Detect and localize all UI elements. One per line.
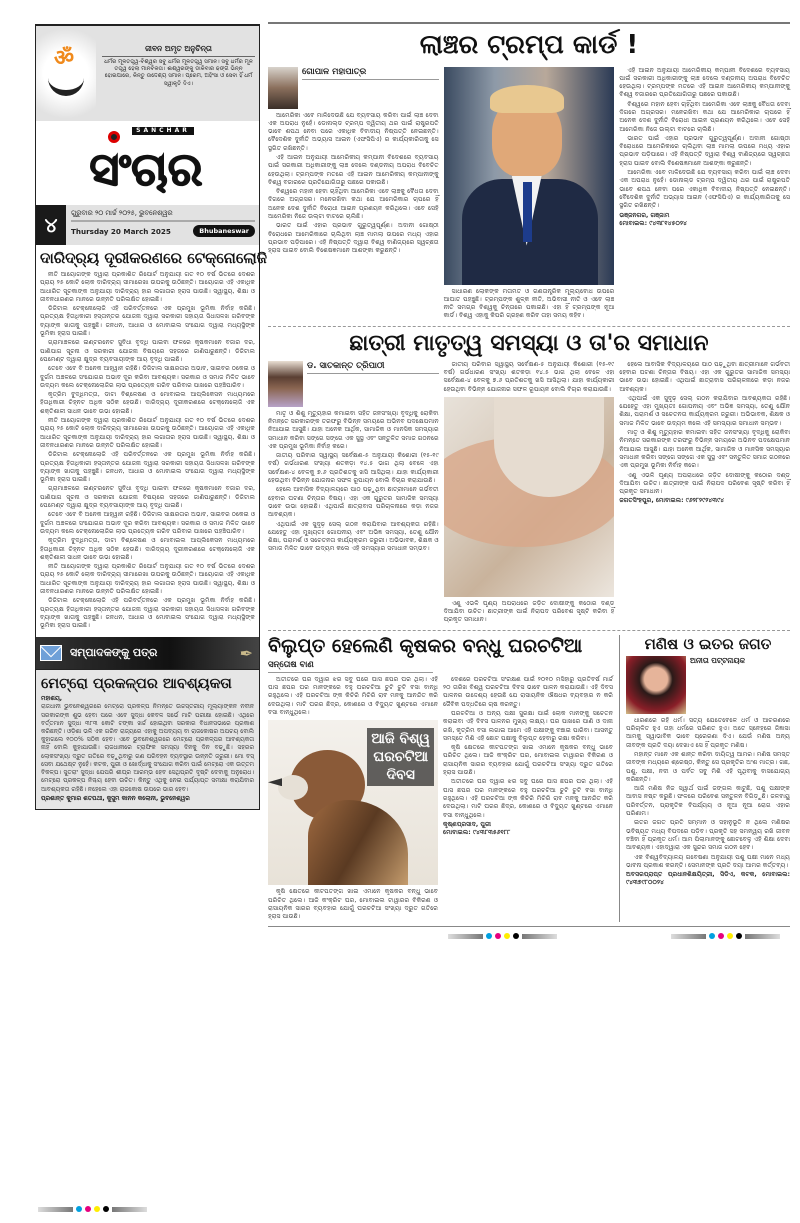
om-hands-icon: ॐ bbox=[36, 26, 96, 121]
caption-line: ଦିବସ bbox=[386, 767, 415, 784]
manisha-article bbox=[626, 635, 790, 888]
right-area bbox=[268, 22, 790, 944]
left-article bbox=[36, 245, 268, 637]
date-english: Thursday 20 March 2025 bbox=[71, 226, 171, 236]
paragraph: ଭାରତ ପାଇଁ ଏହାର ପ୍ରଭାବ ଗୁରୁତ୍ୱପୂର୍ଣ୍ଣ। ଅଦାନୀ ଗୋଷ୍ଠୀ ବିରୋଧରେ ଆମେରିକାରେ ଚାଲିଥିବା ଲାଞ୍ଚ ମାମଲା ଉପରେ ମଧ୍ୟ ଏହାର ପ୍ରଭାବ ପଡ଼ିପାରେ। ଏହି ନିଷ୍ପତ୍ତି ଦ୍ୱାରା ବିଶ୍ୱ ବାଣିଜ୍ୟରେ ସ୍ୱଚ୍ଛତା ହ୍ରାସ ପାଇବ ବୋଲି ବିଶେଷଜ୍ଞମାନେ ଆଶଙ୍କା କରୁଛନ୍ତି। bbox=[619, 134, 791, 167]
author-photo-gopal bbox=[268, 67, 298, 109]
paragraph: ଡିଜିଟାଲ ଟେକ୍ନୋଲୋଜି ଏହି ପରିବର୍ତ୍ତନରେ ଏକ ପ୍ରମୁଖ ଭୂମିକା ନିର୍ବାହ କରିଛି। ପ୍ରତ୍ୟକ୍ଷ ହିତାଧିକାରୀ ହସ୍ତାନ୍ତର ଯୋଜନା ଦ୍ୱାରା ସରକାରୀ ସହାୟତା ସିଧାସଳଖ ଗରିବଙ୍କ ବ୍ୟାଙ୍କ ଖାତାକୁ ପହଞ୍ଚୁଛି। ଜନଧନ, ଆଧାର ଓ ମୋବାଇଲ ସଂଯୋଗ ଦ୍ୱାରା ମଧ୍ୟସ୍ଥିଙ୍କ ଭୂମିକା ହ୍ରାସ ପାଇଛି। bbox=[40, 451, 255, 484]
registration-marks-center bbox=[448, 932, 557, 940]
paragraph: ଜାତୀୟ ପରିବାର ସ୍ୱାସ୍ଥ୍ୟ ସର୍ବେକ୍ଷଣ-୫ ଅନୁଯାୟୀ କିଶୋରୀ (୧୫-୧୯ ବର୍ଷ) ଗର୍ଭଧାରଣ ସଂଖ୍ୟା ଶତକଡ଼ା ୧୪.୫ ଭାଗ ଥିଲା ବେଳେ ଏହା ସର୍ବେକ୍ଷଣ-୪ ବେଳକୁ ୭.୬ ପ୍ରତିଶତକୁ ଖସି ଆସିଥିଲା। ଯାହା କାର୍ଯ୍ୟକାରୀ ହେଉଥିବା ବିଭିନ୍ନ ଯୋଜନାର ସଫଳ ରୂପାୟନ ବୋଲି ବିଚାର କରାଯାଉଛି। bbox=[268, 452, 439, 485]
quill-pen-icon: ✒ bbox=[239, 643, 253, 663]
paragraph: ତେବେ ଏବେ ବି ଅନେକ ଆହ୍ୱାନ ରହିଛି। ଡିଜିଟାଲ ସାକ୍ଷରତାର ଅଭାବ, ସାଇବର ଠକେଇ ଓ ଦୁର୍ଗମ ଅଞ୍ଚଳରେ ସଂଯୋଗର ଅଭାବ ଦୂର କରିବା ଆବଶ୍ୟକ। ସରକାର ଓ ସମାଜ ମିଳିତ ଭାବେ ଉଦ୍ୟମ କଲେ ଟେକ୍ନୋଲୋଜିର ଲାଭ ପ୍ରତ୍ୟେକ ଗରିବ ପରିବାର ପାଖରେ ପହଞ୍ଚିପାରିବ। bbox=[40, 511, 255, 535]
sparrow-author: ସନ୍ତୋଷ ବାଣ bbox=[268, 660, 433, 673]
paragraph: ଆମେରିକା ଏବେ ମାଳିଦେଉଛି ଯେ ବ୍ୟବସାୟ କରିବା ପାଇଁ ଲାଞ୍ଚ ଦେବା ଏକ ଅପରାଧ ନୁହେଁ। ଡୋନାଲ୍ଡ ଟ୍ରମ୍ପ ଦ୍ୱିତୀୟ ଥର ପାଇଁ ରାଷ୍ଟ୍ରପତି ଭାବେ ଶପଥ ନେବା ପରେ ଏକାଧିକ ବିବାଦୀୟ ନିଷ୍ପତ୍ତି ନେଇଛନ୍ତି। ବୈଦେଶିକ ଦୁର୍ନୀତି ଅଭ୍ୟାସ ଆଇନ (ଏଫସିପିଏ) ର କାର୍ଯ୍ୟକାରିତାକୁ ସେ ସ୍ଥଗିତ ରଖିଛନ୍ତି। bbox=[619, 169, 791, 210]
left-article-headline: ଦାରିଦ୍ର୍ୟ ଦୂରୀକରଣରେ ଟେକ୍ନୋଲୋଜି bbox=[40, 249, 268, 267]
pregnancy-photo bbox=[444, 397, 615, 597]
paragraph: ନୀତି ଆୟୋଗଙ୍କ ଦ୍ୱାରା ପ୍ରକାଶିତ ରିପୋର୍ଟ ଅନୁଯାୟୀ ଗତ ୧୦ ବର୍ଷ ଭିତରେ ଦେଶର ପ୍ରାୟ ୨୫ କୋଟି ଲୋକ ଦାରିଦ୍ର୍ୟ ସୀମାରେଖା ଉପରକୁ ଉଠିଛନ୍ତି। ଆୟୋଗର ଏହି ଏକାଧିକ ଆଧାରିତ ସୂଚକାଙ୍କ ଅନୁଯାୟୀ ଦାରିଦ୍ର୍ୟ ହାର ଲଗାତାର ହ୍ରାସ ପାଉଛି। ସ୍ୱାସ୍ଥ୍ୟ, ଶିକ୍ଷା ଓ ଜୀବନଧାରଣର ମାନରେ ଉନ୍ନତି ପରିଲକ୍ଷିତ ହୋଇଛି। bbox=[40, 271, 255, 303]
bottom-row bbox=[268, 635, 790, 923]
paragraph: ବିଶ୍ୱରେ ମହାନ ହେବା ଚାହିଁଥିବା ଆମେରିକା ଏବେ ଲାଞ୍ଚକୁ ବୈଧତା ଦେବା ଦିଗରେ ଅଗ୍ରସର। ମନେରଖିବା କଥା ଯେ ଆମେରିକାର ଚାପରେ ହିଁ ଅନେକ ଦେଶ ଦୁର୍ନୀତି ବିରୋଧୀ ଆଇନ ପ୍ରଣୟନ କରିଥିଲେ। ଏବେ ସେହି ଆମେରିକା ନିଜେ ଉଲ୍ଟା ବାଟରେ ଚାଲିଛି। bbox=[619, 100, 791, 133]
registration-marks-left bbox=[38, 1205, 147, 1213]
paragraph: ଏକ ବିଶ୍ୱବିଦ୍ୟାଳୟ ଗବେଷଣା ଅନୁଯାୟୀ ପଶୁ ପକ୍ଷୀ ମାନେ ମଧ୍ୟ ଭାବନା ପ୍ରକାଶ କରନ୍ତି। ସେମାନଙ୍କ ପ୍ରତି ଦୟା ଆମର କର୍ତ୍ତବ୍ୟ। bbox=[626, 853, 790, 869]
caption-line: ଆଜି ବିଶ୍ୱ bbox=[371, 731, 430, 748]
paragraph: କୃଷି କ୍ଷେତରେ କୀଟପତଙ୍ଗ ଖାଇ ଏମାନେ କୃଷକର ବନ୍ଧୁ ଭାବେ ପରିଚିତ ଥିଲେ। ଆଜି କଂକ୍ରିଟ ଘର, ମୋବାଇଲ ଟାୱାରର ବିକିରଣ ଓ ରାସାୟନିକ ସାରର ବ୍ୟବହାର ଯୋଗୁଁ ଘରଚଟିଆ ସଂଖ୍ୟା ଦ୍ରୁତ ଗତିରେ ହ୍ରାସ ପାଉଛି। bbox=[268, 888, 438, 921]
paragraph: ବିଶ୍ୱରେ ମହାନ ହେବା ଚାହିଁଥିବା ଆମେରିକା ଏବେ ଲାଞ୍ଚକୁ ବୈଧତା ଦେବା ଦିଗରେ ଅଗ୍ରସର। ମନେରଖିବା କଥା ଯେ ଆମେରିକାର ଚାପରେ ହିଁ ଅନେକ ଦେଶ ଦୁର୍ନୀତି ବିରୋଧୀ ଆଇନ ପ୍ରଣୟନ କରିଥିଲେ। ଏବେ ସେହି ଆମେରିକା ନିଜେ ଉଲ୍ଟା ବାଟରେ ଚାଲିଛି। bbox=[268, 188, 439, 221]
trump-photo bbox=[444, 67, 615, 285]
paragraph: ହେଲେ ଆବାସିକ ବିଦ୍ୟାଳୟରେ ପାଠ ପଢ଼ୁଥିବା ଛାତ୍ରୀମାନେ ଗର୍ଭବତୀ ହେବାର ଘଟଣା ଚିନ୍ତାର ବିଷୟ। ଏହା ଏକ ଗୁରୁତର ସାମାଜିକ ସମସ୍ୟା ଭାବେ ଉଭା ହୋଇଛି। ଏଥିପାଇଁ ଛାତ୍ରାବାସ ପରିଚାଳନାରେ କଡ଼ା ନଜର ଆବଶ୍ୟକ। bbox=[268, 486, 439, 519]
manisha-author: ଅନୀତା ପଟ୍ଟନାୟକ bbox=[690, 655, 746, 665]
motherhood-article bbox=[268, 361, 790, 626]
paragraph: ଗ୍ରାମାଞ୍ଚଳରେ ଇଣ୍ଟରନେଟ ସୁବିଧା ବୃଦ୍ଧି ପାଇବା ଫଳରେ କୃଷକମାନେ ବଜାର ଦର, ପାଣିପାଗ ସୂଚନା ଓ ସରକାରୀ ଯୋଜନା ବିଷୟରେ ସହଜରେ ଜାଣିପାରୁଛନ୍ତି। ଡିଜିଟାଲ ପେମେଣ୍ଟ ଦ୍ୱାରା କ୍ଷୁଦ୍ର ବ୍ୟବସାୟୀଙ୍କ ଆୟ ବୃଦ୍ଧି ପାଇଛି। bbox=[40, 485, 255, 510]
trump-headline: ଲାଞ୍ଚର ଟ୍ରମ୍ପ କାର୍ଡ ! bbox=[419, 29, 639, 60]
trump-article bbox=[268, 67, 790, 322]
page-number: ୪ bbox=[36, 205, 66, 245]
left-column bbox=[35, 24, 268, 810]
manisha-headline: ମଣିଷ ଓ ଇତର ଜଗତ bbox=[644, 634, 772, 653]
logo-english: SANCHAR bbox=[132, 127, 194, 135]
paragraph: ମାତୃ ଓ ଶିଶୁ ମୃତ୍ୟୁହାର କମାଇବା ସହିତ ଜନସଂଖ୍ୟା ବୃଦ୍ଧିକୁ ରୋକିବା ନିମନ୍ତେ ସରକାରଙ୍କ ତରଫରୁ ବିଭିନ୍ନ ସମୟରେ ଅଭିନବ ପଦକ୍ଷେପମାନ ନିଆଯାଇ ଆସୁଛି। ଯାହା ଅନେକ ଆର୍ଥିକ, ସାମାଜିକ ଓ ମାନସିକ ସମସ୍ୟାର ସମାଧାନ କରିବା ସଙ୍ଗେ ସଙ୍ଗେ ଏକ ସୁସ୍ଥ ଏବଂ ସନ୍ତୁଳିତ ସମାଜ ଗଠନରେ ଏକ ପ୍ରମୁଖ ଭୂମିକା ନିର୍ବାହ କରେ। bbox=[268, 409, 439, 450]
thought-title: ଜୀବନ ଅମୃତ ଅନୁଚିନ୍ତା bbox=[102, 44, 255, 57]
trump-mobile: ମୋବାଇଲ: ୯୪୩୮୧୪୫୦୨୪ bbox=[619, 219, 687, 227]
city-badge: Bhubaneswar bbox=[193, 225, 255, 237]
paragraph: ଧାରଣରେ ରହି ଧର୍ମ। ସତ୍ୟ ଯେତେବେଳେ ଧର୍ମ ଓ ଆଚରଣରେ ପରିଚାଳିତ ହୁଏ ତାହା ଧର୍ମରେ ପରିଣତ ହୁଏ। ଅତେ ସ୍ନେହରେ ଜିଜ୍ଞାସା ଆମକୁ ସ୍ୱାଭାବିକ ଭାବେ ପ୍ରେରଣା ଦିଏ। ଯେଉଁ ମଣିଷ ଅନ୍ୟ ଜୀବଙ୍କ ପ୍ରତି ଦୟା ଦେଖାଏ ସେ ହିଁ ପ୍ରକୃତ ମଣିଷ। bbox=[626, 716, 790, 749]
paragraph: ଆମେରିକା ଏବେ ମାଳିଦେଉଛି ଯେ ବ୍ୟବସାୟ କରିବା ପାଇଁ ଲାଞ୍ଚ ଦେବା ଏକ ଅପରାଧ ନୁହେଁ। ଡୋନାଲ୍ଡ ଟ୍ରମ୍ପ ଦ୍ୱିତୀୟ ଥର ପାଇଁ ରାଷ୍ଟ୍ରପତି ଭାବେ ଶପଥ ନେବା ପରେ ଏକାଧିକ ବିବାଦୀୟ ନିଷ୍ପତ୍ତି ନେଇଛନ୍ତି। ବୈଦେଶିକ ଦୁର୍ନୀତି ଅଭ୍ୟାସ ଆଇନ (ଏଫସିପିଏ) ର କାର୍ଯ୍ୟକାରିତାକୁ ସେ ସ୍ଥଗିତ ରଖିଛନ୍ତି। bbox=[268, 111, 439, 152]
sparrow-photo bbox=[268, 720, 438, 885]
letters-header bbox=[36, 637, 259, 669]
envelope-icon bbox=[40, 645, 62, 661]
paragraph: ଗ୍ରାମାଞ୍ଚଳରେ ଇଣ୍ଟରନେଟ ସୁବିଧା ବୃଦ୍ଧି ପାଇବା ଫଳରେ କୃଷକମାନେ ବଜାର ଦର, ପାଣିପାଗ ସୂଚନା ଓ ସରକାରୀ ଯୋଜନା ବିଷୟରେ ସହଜରେ ଜାଣିପାରୁଛନ୍ତି। ଡିଜିଟାଲ ପେମେଣ୍ଟ ଦ୍ୱାରା କ୍ଷୁଦ୍ର ବ୍ୟବସାୟୀଙ୍କ ଆୟ ବୃଦ୍ଧି ପାଇଛି। bbox=[40, 339, 255, 363]
paragraph: ହେଲେ ଆବାସିକ ବିଦ୍ୟାଳୟରେ ପାଠ ପଢ଼ୁଥିବା ଛାତ୍ରୀମାନେ ଗର୍ଭବତୀ ହେବାର ଘଟଣା ଚିନ୍ତାର ବିଷୟ। ଏହା ଏକ ଗୁରୁତର ସାମାଜିକ ସମସ୍ୟା ଭାବେ ଉଭା ହୋଇଛି। ଏଥିପାଇଁ ଛାତ୍ରାବାସ ପରିଚାଳନାରେ କଡ଼ା ନଜର ଆବଶ୍ୟକ। bbox=[619, 360, 791, 393]
paragraph: ଭାରତ ପାଇଁ ଏହାର ପ୍ରଭାବ ଗୁରୁତ୍ୱପୂର୍ଣ୍ଣ। ଅଦାନୀ ଗୋଷ୍ଠୀ ବିରୋଧରେ ଆମେରିକାରେ ଚାଲିଥିବା ଲାଞ୍ଚ ମାମଲା ଉପରେ ମଧ୍ୟ ଏହାର ପ୍ରଭାବ ପଡ଼ିପାରେ। ଏହି ନିଷ୍ପତ୍ତି ଦ୍ୱାରା ବିଶ୍ୱ ବାଣିଜ୍ୟରେ ସ୍ୱଚ୍ଛତା ହ୍ରାସ ପାଇବ ବୋଲି ବିଶେଷଜ୍ଞମାନେ ଆଶଙ୍କା କରୁଛନ୍ତି। bbox=[268, 222, 439, 255]
paragraph: ଏଥିପାଇଁ ଏକ ସୁଦୃଢ଼ ସେଲ୍ ଗଠନ କରାଯିବାର ଆବଶ୍ୟକତା ରହିଛି। ଯେହେତୁ ଏହା ମୁଖ୍ୟତଃ ଗୋପନୀୟ ଏବଂ ଅଭିଜ୍ଞ ସମସ୍ୟା, ତେଣୁ ଯୌନ ଶିକ୍ଷା, ପରାମର୍ଶ ଓ ସଚେତନତା କାର୍ଯ୍ୟକ୍ରମ ଜରୁରୀ। ଅଭିଭାବକ, ଶିକ୍ଷକ ଓ ସମାଜ ମିଳିତ ଭାବେ ଉଦ୍ୟମ କଲେ ଏହି ସମସ୍ୟାର ସମାଧାନ ସମ୍ଭବ। bbox=[268, 520, 439, 553]
letters-section-title: ସମ୍ପାଦକଙ୍କୁ ପତ୍ର bbox=[70, 646, 158, 660]
paragraph: ଅତୀତରେ ଘର ଦ୍ୱାର ଝର ସବୁ ଘରେ ଘାସ ଛପର ଘର ଥିଲା। ଏହି ଘାସ ଛପର ଘର ମାନଙ୍କରେ ବହୁ ଘରଚଟିଆ ଚୁଟି ଚୁଟି ବସା ବାନ୍ଧି ରହୁଥିଲେ। ଏହି ଘରଚଟିଆ ଙ୍କ କିଚିରି ମିଚିରି ରାବ ମନକୁ ଆନନ୍ଦିତ କରି ଦେଉଥିଲା। ମାଟି ଘରର ଛିଦ୍ର, କୋଣରେ ଓ ବିଦ୍ୟୁତ ଖୁଣ୍ଟରେ ଏମାନେ ବସା ବାନ୍ଧୁଥିଲେ। bbox=[443, 778, 613, 819]
paragraph: ମାତୃ ଓ ଶିଶୁ ମୃତ୍ୟୁହାର କମାଇବା ସହିତ ଜନସଂଖ୍ୟା ବୃଦ୍ଧିକୁ ରୋକିବା ନିମନ୍ତେ ସରକାରଙ୍କ ତରଫରୁ ବିଭିନ୍ନ ସମୟରେ ଅଭିନବ ପଦକ୍ଷେପମାନ ନିଆଯାଇ ଆସୁଛି। ଯାହା ଅନେକ ଆର୍ଥିକ, ସାମାଜିକ ଓ ମାନସିକ ସମସ୍ୟାର ସମାଧାନ କରିବା ସଙ୍ଗେ ସଙ୍ଗେ ଏକ ସୁସ୍ଥ ଏବଂ ସନ୍ତୁଳିତ ସମାଜ ଗଠନରେ ଏକ ପ୍ରମୁଖ ଭୂମିକା ନିର୍ବାହ କରେ। bbox=[619, 429, 791, 470]
sparrow-mobile: ମୋବାଇଲ: ୯୪୩୮୩୫୬୧୮୮ bbox=[443, 829, 511, 837]
paragraph: ଏଣୁ ଏଭଳି ଘୃଣ୍ୟ ଅପରାଧରେ ଜଡ଼ିତ ଦୋଷୀଙ୍କୁ କଠୋର ଦଣ୍ଡ ଦିଆଯିବା ଉଚିତ। ଛାତ୍ରୀଙ୍କ ପାଇଁ ନିରାପଦ ପରିବେଶ ସୃଷ୍ଟି କରିବା ହିଁ ପ୍ରକୃତ ସମାଧାନ। bbox=[443, 599, 615, 624]
paragraph: ଡିଜିଟାଲ ଟେକ୍ନୋଲୋଜି ଏହି ପରିବର୍ତ୍ତନରେ ଏକ ପ୍ରମୁଖ ଭୂମିକା ନିର୍ବାହ କରିଛି। ପ୍ରତ୍ୟକ୍ଷ ହିତାଧିକାରୀ ହସ୍ତାନ୍ତର ଯୋଜନା ଦ୍ୱାରା ସରକାରୀ ସହାୟତା ସିଧାସଳଖ ଗରିବଙ୍କ ବ୍ୟାଙ୍କ ଖାତାକୁ ପହଞ୍ଚୁଛି। ଜନଧନ, ଆଧାର ଓ ମୋବାଇଲ ସଂଯୋଗ ଦ୍ୱାରା ମଧ୍ୟସ୍ଥିଙ୍କ ଭୂମିକା ହ୍ରାସ ପାଇଛି। bbox=[40, 305, 255, 338]
paragraph: ଏଣୁ ଏଭଳି ଘୃଣ୍ୟ ଅପରାଧରେ ଜଡ଼ିତ ଦୋଷୀଙ୍କୁ କଠୋର ଦଣ୍ଡ ଦିଆଯିବା ଉଚିତ। ଛାତ୍ରୀଙ୍କ ପାଇଁ ନିରାପଦ ପରିବେଶ ସୃଷ୍ଟି କରିବା ହିଁ ପ୍ରକୃତ ସମାଧାନ। bbox=[619, 471, 791, 496]
motherhood-signoff: ଜଗତସିଂହପୁର, ମୋବାଇଲ: ୯୬୨୮୨୯୨୪୩୯୪ bbox=[619, 497, 725, 505]
paragraph: ଆଜି ମଣିଷ ନିଜ ସ୍ୱାର୍ଥ ପାଇଁ ଜଙ୍ଗଲ କାଟୁଛି, ପଶୁ ପକ୍ଷୀଙ୍କ ଆବାସ ନଷ୍ଟ କରୁଛି। ଫଳରେ ପରିବେଶ ସନ୍ତୁଳନ ବିଗିଡ଼ୁଛି। ଜଳବାୟୁ ପରିବର୍ତ୍ତନ, ପ୍ରାକୃତିକ ବିପର୍ଯ୍ୟୟ ଓ ନୂଆ ନୂଆ ରୋଗ ଏହାର ପରିଣାମ। bbox=[626, 785, 790, 818]
letters-signature: ପ୍ରଶାନ୍ତ କୁମାର ଶତପଥୀ, କୁସୁମ କାନନ କଲୋନୀ, ଭୁବନେଶ୍ୱର bbox=[41, 794, 190, 802]
paragraph: ଘରଚଟିଆ ଓ ଅନ୍ୟ ପକ୍ଷୀ ସୁରକ୍ଷା ପାଇଁ ଲୋକ ମାନଙ୍କୁ ସଚେତନ କରାଇବା ଏହି ଦିବସ ପାଳନର ମୁଖ୍ୟ ଲକ୍ଷ୍ୟ। ଘର ପାଖରେ ପାଣି ଓ ଦାନା ରଖି, କୃତ୍ରିମ ବସା ଲଗାଇ ଆମେ ଏହି ପକ୍ଷୀଙ୍କୁ ବଞ୍ଚାଇ ପାରିବା। ଆସନ୍ତୁ ସମସ୍ତେ ମିଶି ଏହି ଛୋଟ ପକ୍ଷୀକୁ ବିଲୁପ୍ତ ହେବାରୁ ରକ୍ଷା କରିବା। bbox=[443, 709, 613, 742]
paragraph: କୃତ୍ରିମ ବୁଦ୍ଧିମତ୍ତା, ଡାଟା ବିଶ୍ଳେଷଣ ଓ ମୋବାଇଲ ଆପ୍ଲିକେସନ ମାଧ୍ୟମରେ ହିତାଧିକାରୀ ଚିହ୍ନଟ ଅଧିକ ସଠିକ ହେଉଛି। ଦାରିଦ୍ର୍ୟ ଦୂରୀକରଣରେ ଟେକ୍ନୋଲୋଜି ଏକ ଶକ୍ତିଶାଳୀ ସାଧନ ଭାବେ ଉଭା ହୋଇଛି। bbox=[40, 537, 255, 561]
letters-salutation: ମହାଶୟ, bbox=[41, 695, 63, 703]
logo-odia: ସଂଚାର bbox=[89, 142, 203, 196]
sparrow-signoff: କୃଷ୍ଣପ୍ରସାଦ, ପୁରୀ bbox=[443, 820, 492, 828]
thought-box bbox=[36, 26, 259, 121]
paragraph: କୃତ୍ରିମ ବୁଦ୍ଧିମତ୍ତା, ଡାଟା ବିଶ୍ଳେଷଣ ଓ ମୋବାଇଲ ଆପ୍ଲିକେସନ ମାଧ୍ୟମରେ ହିତାଧିକାରୀ ଚିହ୍ନଟ ଅଧିକ ସଠିକ ହେଉଛି। ଦାରିଦ୍ର୍ୟ ଦୂରୀକରଣରେ ଟେକ୍ନୋଲୋଜି ଏକ ଶକ୍ତିଶାଳୀ ସାଧନ ଭାବେ ଉଭା ହୋଇଛି। bbox=[40, 391, 255, 415]
sparrow-caption bbox=[367, 728, 434, 786]
registration-marks-right bbox=[671, 932, 780, 940]
masthead-logo bbox=[36, 121, 259, 205]
paragraph: ଦେଶରେ ଘରଚଟିଆ ସଂରକ୍ଷଣ ପାଇଁ ୨୦୧୦ ମସିହାରୁ ପ୍ରତିବର୍ଷ ମାର୍ଚ୍ଚ ୨୦ ତାରିଖ ବିଶ୍ୱ ଘରଚଟିଆ ଦିବସ ଭାବେ ପାଳନ କରାଯାଉଛି। ଏହି ଦିବସ ପାଳନର ଉଦ୍ଦେଶ୍ୟ ହେଉଛି ଯେ ରାସାୟନିକ ଔଷଧର ବ୍ୟବହାର ନ କରି ଜୈବିକ ପଦ୍ଧତିରେ ଚାଷ କରନ୍ତୁ। bbox=[443, 675, 613, 708]
trump-author: ଗୋପାଳ ମହାପାତ୍ର bbox=[302, 67, 439, 80]
paragraph: ତେବେ ଏବେ ବି ଅନେକ ଆହ୍ୱାନ ରହିଛି। ଡିଜିଟାଲ ସାକ୍ଷରତାର ଅଭାବ, ସାଇବର ଠକେଇ ଓ ଦୁର୍ଗମ ଅଞ୍ଚଳରେ ସଂଯୋଗର ଅଭାବ ଦୂର କରିବା ଆବଶ୍ୟକ। ସରକାର ଓ ସମାଜ ମିଳିତ ଭାବେ ଉଦ୍ୟମ କଲେ ଟେକ୍ନୋଲୋଜିର ଲାଭ ପ୍ରତ୍ୟେକ ଗରିବ ପରିବାର ପାଖରେ ପହଞ୍ଚିପାରିବ। bbox=[40, 365, 255, 389]
paragraph: ଏଥିପାଇଁ ଏକ ସୁଦୃଢ଼ ସେଲ୍ ଗଠନ କରାଯିବାର ଆବଶ୍ୟକତା ରହିଛି। ଯେହେତୁ ଏହା ମୁଖ୍ୟତଃ ଗୋପନୀୟ ଏବଂ ଅଭିଜ୍ଞ ସମସ୍ୟା, ତେଣୁ ଯୌନ ଶିକ୍ଷା, ପରାମର୍ଶ ଓ ସଚେତନତା କାର୍ଯ୍ୟକ୍ରମ ଜରୁରୀ। ଅଭିଭାବକ, ଶିକ୍ଷକ ଓ ସମାଜ ମିଳିତ ଭାବେ ଉଦ୍ୟମ କଲେ ଏହି ସମସ୍ୟାର ସମାଧାନ ସମ୍ଭବ। bbox=[619, 394, 791, 427]
date-strip bbox=[36, 205, 259, 245]
trump-signoff: ଭଞ୍ଜନଗର, ଗଞ୍ଜାମ bbox=[619, 211, 670, 219]
letters-headline: ମେଟ୍ରୋ ପ୍ରକଳ୍ପର ଆବଶ୍ୟକତା bbox=[41, 676, 232, 693]
author-photo-anita bbox=[626, 656, 686, 714]
paragraph: ନୀତି ଆୟୋଗଙ୍କ ଦ୍ୱାରା ପ୍ରକାଶିତ ରିପୋର୍ଟ ଅନୁଯାୟୀ ଗତ ୧୦ ବର୍ଷ ଭିତରେ ଦେଶର ପ୍ରାୟ ୨୫ କୋଟି ଲୋକ ଦାରିଦ୍ର୍ୟ ସୀମାରେଖା ଉପରକୁ ଉଠିଛନ୍ତି। ଆୟୋଗର ଏହି ଏକାଧିକ ଆଧାରିତ ସୂଚକାଙ୍କ ଅନୁଯାୟୀ ଦାରିଦ୍ର୍ୟ ହାର ଲଗାତାର ହ୍ରାସ ପାଉଛି। ସ୍ୱାସ୍ଥ୍ୟ, ଶିକ୍ଷା ଓ ଜୀବନଧାରଣର ମାନରେ ଉନ୍ନତି ପରିଲକ୍ଷିତ ହୋଇଛି। bbox=[40, 417, 255, 449]
paragraph: କୃଷି କ୍ଷେତରେ କୀଟପତଙ୍ଗ ଖାଇ ଏମାନେ କୃଷକର ବନ୍ଧୁ ଭାବେ ପରିଚିତ ଥିଲେ। ଆଜି କଂକ୍ରିଟ ଘର, ମୋବାଇଲ ଟାୱାରର ବିକିରଣ ଓ ରାସାୟନିକ ସାରର ବ୍ୟବହାର ଯୋଗୁଁ ଘରଚଟିଆ ସଂଖ୍ୟା ଦ୍ରୁତ ଗତିରେ ହ୍ରାସ ପାଉଛି। bbox=[443, 744, 613, 777]
motherhood-author: ଡ. ସାତକାନ୍ତ ତ୍ରିପାଠୀ bbox=[307, 361, 439, 374]
paragraph: ଅତୀତରେ ଘର ଦ୍ୱାର ଝର ସବୁ ଘରେ ଘାସ ଛପର ଘର ଥିଲା। ଏହି ଘାସ ଛପର ଘର ମାନଙ୍କରେ ବହୁ ଘରଚଟିଆ ଚୁଟି ଚୁଟି ବସା ବାନ୍ଧି ରହୁଥିଲେ। ଏହି ଘରଚଟିଆ ଙ୍କ କିଚିରି ମିଚିରି ରାବ ମନକୁ ଆନନ୍ଦିତ କରି ଦେଉଥିଲା। ମାଟି ଘରର ଛିଦ୍ର, କୋଣରେ ଓ ବିଦ୍ୟୁତ ଖୁଣ୍ଟରେ ଏମାନେ ବସା ବାନ୍ଧୁଥିଲେ। bbox=[268, 675, 438, 716]
paragraph: ମହାନ୍ତ ମାନେ ଏକ ଶାନ୍ତ କରିବା ଦାୟିତ୍ୱ ଆମର। ମଣିଷ ସମସ୍ତ ଜୀବଙ୍କ ମଧ୍ୟରେ ଶ୍ରେଷ୍ଠ, କିନ୍ତୁ ସେ ପ୍ରକୃତିର ଅଂଶ ମାତ୍ର। ଗଛ, ପଶୁ, ପକ୍ଷୀ, ନଦୀ ଓ ପର୍ବତ ସବୁ ମିଶି ଏହି ପୃଥିବୀକୁ ବାସଯୋଗ୍ୟ କରିଛନ୍ତି। bbox=[626, 750, 790, 783]
thought-text: ଧର୍ମର ମୂଳତତ୍ତ୍ୱ-ବିଶ୍ୱର ସବୁ ଧର୍ମର ମୂଳତତ୍ତ୍ୱ ସମାନ। ସବୁ ଧର୍ମର ମୂଳ ତତ୍ତ୍ୱ ହେଲା ମାନବିକତା। ଈଶ୍ୱରଙ୍କୁ ଡାକିବାର ଢଙ୍ଗ ଭିନ୍ନ ହୋଇପାରେ, କିନ୍ତୁ ଉଦ୍ଦେଶ୍ୟ ସମାନ। ପ୍ରେମ, ଅହିଂସା ଓ ସେବା ହିଁ ଧର୍ମ ସ୍ୱୀକୃତି ଦିଏ। bbox=[104, 59, 253, 87]
motherhood-headline: ଛାତ୍ରୀ ମାତୃତ୍ୱ ସମସ୍ୟା ଓ ତା'ର ସମାଧାନ bbox=[349, 330, 709, 356]
paragraph: ଏହି ଆଇନ ଅନୁଯାୟୀ ଆମେରିକୀୟ କମ୍ପାନୀ ବିଦେଶରେ ବ୍ୟବସାୟ ପାଇଁ ସରକାରୀ ଅଧିକାରୀଙ୍କୁ ଲାଞ୍ଚ ଦେଲେ ଦଣ୍ଡନୀୟ ଅପରାଧ ବିବେଚିତ ହେଉଥିଲା। ଟ୍ରମ୍ପଙ୍କ ମତରେ ଏହି ଆଇନ ଆମେରିକୀୟ କମ୍ପାନୀଙ୍କୁ ବିଶ୍ୱ ବଜାରରେ ପ୍ରତିଯୋଗିତାରୁ ପଛରେ ପକାଉଛି। bbox=[268, 153, 439, 186]
paragraph: ଡିଜିଟାଲ ଟେକ୍ନୋଲୋଜି ଏହି ପରିବର୍ତ୍ତନରେ ଏକ ପ୍ରମୁଖ ଭୂମିକା ନିର୍ବାହ କରିଛି। ପ୍ରତ୍ୟକ୍ଷ ହିତାଧିକାରୀ ହସ୍ତାନ୍ତର ଯୋଜନା ଦ୍ୱାରା ସରକାରୀ ସହାୟତା ସିଧାସଳଖ ଗରିବଙ୍କ ବ୍ୟାଙ୍କ ଖାତାକୁ ପହଞ୍ଚୁଛି। ଜନଧନ, ଆଧାର ଓ ମୋବାଇଲ ସଂଯୋଗ ଦ୍ୱାରା ମଧ୍ୟସ୍ଥିଙ୍କ ଭୂମିକା ହ୍ରାସ ପାଇଛି। bbox=[40, 597, 255, 630]
paragraph: ଜାତୀୟ ପରିବାର ସ୍ୱାସ୍ଥ୍ୟ ସର୍ବେକ୍ଷଣ-୫ ଅନୁଯାୟୀ କିଶୋରୀ (୧୫-୧୯ ବର୍ଷ) ଗର୍ଭଧାରଣ ସଂଖ୍ୟା ଶତକଡ଼ା ୧୪.୫ ଭାଗ ଥିଲା ବେଳେ ଏହା ସର୍ବେକ୍ଷଣ-୪ ବେଳକୁ ୭.୬ ପ୍ରତିଶତକୁ ଖସି ଆସିଥିଲା। ଯାହା କାର୍ଯ୍ୟକାରୀ ହେଉଥିବା ବିଭିନ୍ନ ଯୋଜନାର ସଫଳ ରୂପାୟନ ବୋଲି ବିଚାର କରାଯାଉଛି। bbox=[443, 360, 615, 393]
manisha-signoff: ଅବସରପ୍ରାପ୍ତ ପ୍ରଧାନଶିକ୍ଷୟିତ୍ରୀ, ସିଡିଏ, କଟକ, ମୋବାଇଲ: ୯୪୩୭୯୮୦୦୨୪ bbox=[626, 871, 790, 887]
date-odia: ଗୁରୁବାର ୨୦ ମାର୍ଚ୍ଚ ୨୦୨୫, ଭୁବନେଶ୍ୱର bbox=[71, 209, 255, 222]
letters-body: ରାଜଧାନୀ ଭୁବନେଶ୍ୱରରେ ମେଟ୍ରୋ ପ୍ରକଳ୍ପ ନିମନ୍ତେ ଉଚ୍ଚସ୍ତରୀୟ ମୂଲ୍ୟାଙ୍କନ ନବୀନ ସରକାରଙ୍କ ଶୁଭ ହେବା ପରେ ଏବେ ସୁଦ୍ଧା କେବଳ ସର୍ଭେ ମାଟି ପରୀକ୍ଷା ହୋଇଛି। ଏଥିରେ ବର୍ତ୍ତମାନ ସୁଦ୍ଧା ୩୮୩ କୋଟି ଟଙ୍କା ଖର୍ଚ୍ଚ ହୋଇଥିବା ସରକାର ବିଧାନସଭାରେ ପ୍ରକାଶ କରିଛନ୍ତି। ଓଡ଼ିଶା ଭଳି ଏକ ଗରିବ ରାଜ୍ୟରେ ଏହାକୁ ଅପବ୍ୟୟ ବା ରାଜକୋଷର ଅପଚୟ ବୋଲି କୁହାଗଲେ ୧୦୦% ସଠିକ ହେବ। ଏବେ ଭୁବନେଶ୍ୱରରେ ମେଟ୍ରୋ ପ୍ରକଳ୍ପର ଆବଶ୍ୟକତା ନାହିଁ ବୋଲି କୁହାଯାଉଛି। ରାଜଧାନୀରେ ଟ୍ରାଫିକ ସମସ୍ୟା ଦିନକୁ ଦିନ ବଢ଼ୁଛି। ସହରର ଲୋକସଂଖ୍ୟା ଦ୍ରୁତ ଗତିରେ ବଢ଼ୁଥିବାରୁ ଗଣ ପରିବହନ ବ୍ୟବସ୍ଥାର ଉନ୍ନତି ଜରୁରୀ। ମୋ ବସ୍ ସେବା ଯଥେଷ୍ଟ ନୁହେଁ। କଟକ, ପୁରୀ ଓ ଖୋର୍ଦ୍ଧାକୁ ସଂଯୋଗ କରିବା ପାଇଁ ମେଟ୍ରୋ ଏକ ଉତ୍ତମ ବିକଳ୍ପ। ସୁତରାଂ ସୁଦ୍ଧା ଯେପରି ଶୀଘ୍ର ଆରମ୍ଭ ହେବ ସେଥିପ୍ରତି ଦୃଷ୍ଟି ଦେବାକୁ ଅନୁରୋଧ। ମେଟ୍ରୋ ପ୍ରକଳ୍ପ ନିଶ୍ଚୟ ହେବା ଉଚିତ। କିନ୍ତୁ ଏଥିକୁ ନେଇ ପର୍ଯ୍ୟାପ୍ତ ସମୀକ୍ଷା କରାଯିବାର ଆବଶ୍ୟକତା ରହିଛି। ନହେଲେ ଏହା ରାଜକୋଷ ଉପରେ ଭାର ହେବ। bbox=[41, 703, 254, 793]
sparrow-article bbox=[268, 635, 613, 923]
paragraph: ସାଧାରଣ ଲୋକଙ୍କ ମତାମତ ଓ ଗଣତାନ୍ତ୍ରିକ ମୂଲ୍ୟବୋଧ ଉପରେ ଆଘାତ ପହଞ୍ଚୁଛି। ଟ୍ରମ୍ପଙ୍କ ଶୁଳ୍କ ନୀତି, ଅଭିବାସୀ ନୀତି ଓ ଏବେ ଲାଞ୍ଚ ନୀତି ସମଗ୍ର ବିଶ୍ୱକୁ ଚିନ୍ତାରେ ପକାଇଛି। ଏହା ହିଁ ଟ୍ରମ୍ପଙ୍କ ନୂଆ କାର୍ଡ। ବିଶ୍ୱ ଏହାକୁ କିପରି ଗ୍ରହଣ କରିବ ତାହା ସମୟ କହିବ। bbox=[443, 287, 615, 320]
sparrow-headline: ବିଲୁପ୍ତ ହେଲେଣି କୃଷକର ବନ୍ଧୁ ଘରଚଟିଆ bbox=[268, 634, 583, 657]
caption-line: ଘରଚଟିଆ bbox=[373, 749, 429, 766]
paragraph: ଇତର ଜଗତ ପ୍ରତି ସମ୍ମାନ ଓ ସହାନୁଭୂତି ନ ଥିଲେ ମଣିଷର ଭବିଷ୍ୟତ ମଧ୍ୟ ବିପଦରେ ପଡ଼ିବ। ପ୍ରକୃତି ସହ ସମନ୍ୱୟ ରଖି ଜୀବନ ବଞ୍ଚିବା ହିଁ ପ୍ରକୃତ ଧର୍ମ। ଆମ ପିଲାମାନଙ୍କୁ ଛୋଟବେଳୁ ଏହି ଶିକ୍ଷା ଦେବା ଆବଶ୍ୟକ। ଏହାଦ୍ୱାରା ଏକ ସୁନ୍ଦର ସମାଜ ଗଠନ ହେବ। bbox=[626, 819, 790, 852]
letters-box bbox=[36, 669, 259, 808]
paragraph: ଏହି ଆଇନ ଅନୁଯାୟୀ ଆମେରିକୀୟ କମ୍ପାନୀ ବିଦେଶରେ ବ୍ୟବସାୟ ପାଇଁ ସରକାରୀ ଅଧିକାରୀଙ୍କୁ ଲାଞ୍ଚ ଦେଲେ ଦଣ୍ଡନୀୟ ଅପରାଧ ବିବେଚିତ ହେଉଥିଲା। ଟ୍ରମ୍ପଙ୍କ ମତରେ ଏହି ଆଇନ ଆମେରିକୀୟ କମ୍ପାନୀଙ୍କୁ ବିଶ୍ୱ ବଜାରରେ ପ୍ରତିଯୋଗିତାରୁ ପଛରେ ପକାଉଛି। bbox=[619, 66, 791, 99]
author-photo-tripathy bbox=[268, 361, 303, 407]
left-article-body bbox=[40, 271, 255, 630]
paragraph: ନୀତି ଆୟୋଗଙ୍କ ଦ୍ୱାରା ପ୍ରକାଶିତ ରିପୋର୍ଟ ଅନୁଯାୟୀ ଗତ ୧୦ ବର୍ଷ ଭିତରେ ଦେଶର ପ୍ରାୟ ୨୫ କୋଟି ଲୋକ ଦାରିଦ୍ର୍ୟ ସୀମାରେଖା ଉପରକୁ ଉଠିଛନ୍ତି। ଆୟୋଗର ଏହି ଏକାଧିକ ଆଧାରିତ ସୂଚକାଙ୍କ ଅନୁଯାୟୀ ଦାରିଦ୍ର୍ୟ ହାର ଲଗାତାର ହ୍ରାସ ପାଉଛି। ସ୍ୱାସ୍ଥ୍ୟ, ଶିକ୍ଷା ଓ ଜୀବନଧାରଣର ମାନରେ ଉନ୍ନତି ପରିଲକ୍ଷିତ ହୋଇଛି। bbox=[40, 563, 255, 595]
